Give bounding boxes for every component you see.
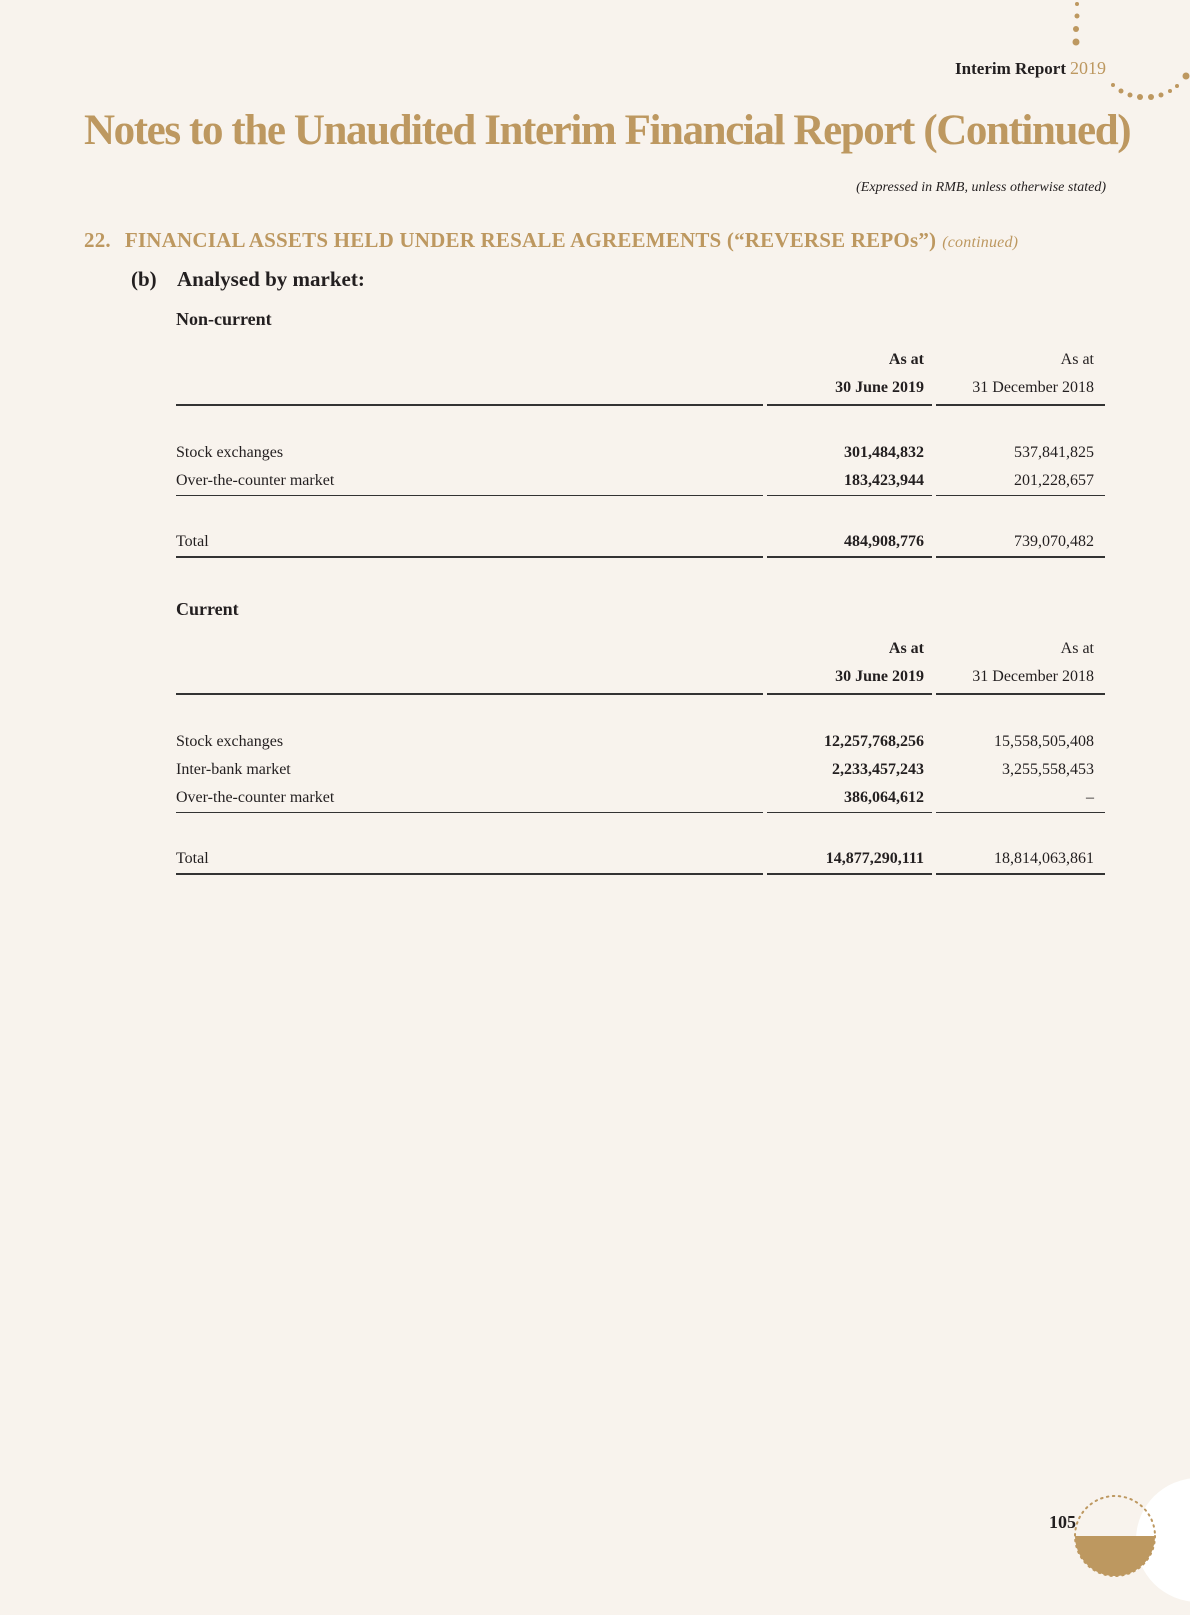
header-current-period: As at 30 June 2019: [835, 640, 924, 685]
section-heading: [84, 228, 1018, 253]
row-current-value: 183,423,944: [844, 472, 924, 489]
row-prior-value: 201,228,657: [1014, 472, 1094, 489]
header-current-period: As at 30 June 2019: [835, 351, 924, 396]
subsection-title: Analysed by market:: [177, 267, 365, 291]
table-row: [176, 467, 1105, 496]
non-current-label: Non-current: [176, 309, 272, 329]
total-current-value: 14,877,290,111: [825, 850, 924, 867]
row-current-value: 12,257,768,256: [824, 733, 924, 750]
row-label: Over-the-counter market: [176, 472, 335, 489]
row-label: Inter-bank market: [176, 761, 291, 778]
section-continued: (continued): [942, 234, 1019, 251]
page-title: Notes to the Unaudited Interim Financial Report (Continued): [84, 107, 1131, 154]
total-label: Total: [176, 850, 209, 867]
row-label: Over-the-counter market: [176, 789, 335, 806]
row-label: Stock exchanges: [176, 733, 284, 750]
currency-note: (Expressed in RMB, unless otherwise stated): [856, 180, 1106, 195]
table-header: [176, 635, 1105, 695]
page-number: 105: [1049, 1512, 1076, 1532]
table-row: [176, 728, 1105, 756]
row-current-value: 386,064,612: [844, 789, 924, 806]
current-label: Current: [176, 599, 239, 619]
table-row: [176, 439, 1105, 467]
row-prior-value: –: [1086, 789, 1094, 806]
section-title: FINANCIAL ASSETS HELD UNDER RESALE AGREEMENTS (“REVERSE REPOs”): [124, 228, 937, 252]
section-number: 22.: [84, 228, 111, 252]
row-prior-value: 537,841,825: [1014, 444, 1094, 461]
non-current-table: [176, 346, 1105, 558]
report-year: 2019: [1070, 58, 1106, 78]
total-current-value: 484,908,776: [844, 533, 924, 550]
row-label: Stock exchanges: [176, 444, 284, 461]
table-row: [176, 784, 1105, 813]
report-name: Interim Report: [955, 59, 1066, 78]
row-prior-value: 15,558,505,408: [994, 733, 1094, 750]
subsection-heading: [131, 267, 365, 292]
row-current-value: 301,484,832: [844, 444, 924, 461]
header-prior-period: As at 31 December 2018: [972, 640, 1094, 685]
header-prior-period: As at 31 December 2018: [972, 351, 1094, 396]
table-header: [176, 346, 1105, 406]
report-header: [955, 58, 1106, 79]
current-table: [176, 635, 1105, 875]
total-label: Total: [176, 533, 209, 550]
subsection-label: (b): [131, 267, 157, 291]
total-prior-value: 739,070,482: [1014, 533, 1094, 550]
table-row: [176, 756, 1105, 784]
total-row: [176, 845, 1105, 875]
total-prior-value: 18,814,063,861: [994, 850, 1094, 867]
row-prior-value: 3,255,558,453: [1002, 761, 1094, 778]
row-current-value: 2,233,457,243: [832, 761, 924, 778]
total-row: [176, 528, 1105, 558]
